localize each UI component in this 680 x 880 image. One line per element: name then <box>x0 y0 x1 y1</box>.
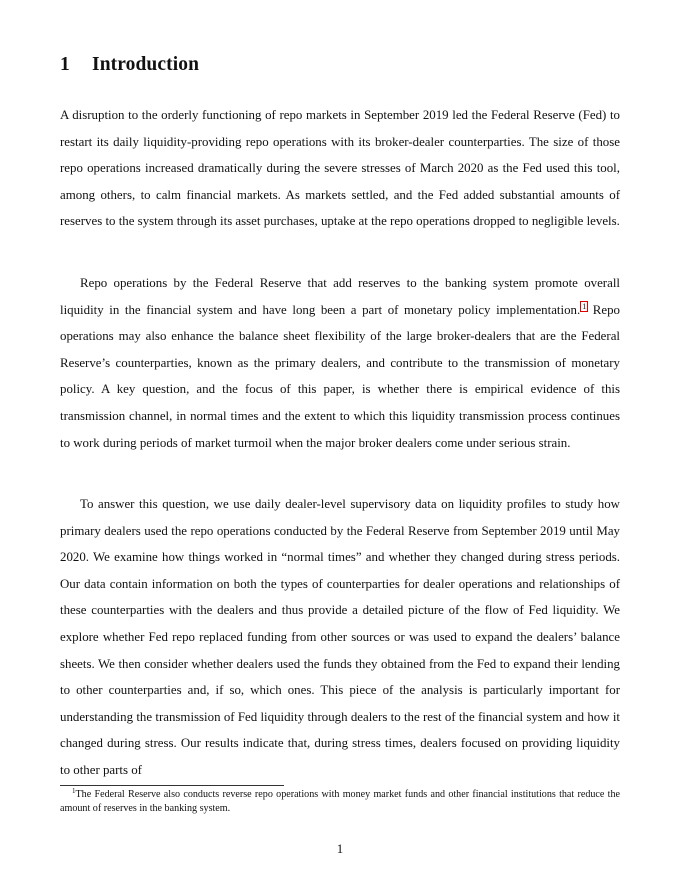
footnote-1-text: The Federal Reserve also conducts reverse repo operations with money market funds and other financial institutions that reduce the amount of reserves in the banking system. <box>60 789 620 814</box>
footnote-1-mark: 1 <box>72 787 76 795</box>
paragraph-2 <box>60 270 620 456</box>
section-title: Introduction <box>92 54 200 75</box>
footnote-1-link[interactable]: 1 <box>582 301 587 311</box>
paragraph-2-text-end: Repo operations may also enhance the balance sheet flexibility of the large broker-dealers that are the Federal Reserve’s counterparties, known as the primary dealers, and contribute to the transmission of monetary policy. A key question, and the focus of this paper, is whether there is empirical evidence of this transmission channel, in normal times and the extent to which this liquidity transmission process continues to work during periods of market turmoil when the major broker dealers come under serious strain. <box>60 302 620 450</box>
section-heading <box>60 54 199 76</box>
paragraph-1: A disruption to the orderly functioning of repo markets in September 2019 led the Federal Reserve (Fed) to restart its daily liquidity-providing repo operations with its broker-dealer counterparties. The size of those repo operations increased dramatically during the severe stresses of March 2020 as the Fed used this tool, among others, to calm financial markets. As markets settled, and the Fed added substantial amounts of reserves to the system through its asset purchases, uptake at the repo operations dropped to negligible levels. <box>60 108 620 229</box>
paragraph-2-text-start: Repo operations by the Federal Reserve that add reserves to the banking system promote overall liquidity in the financial system and have long been a part of monetary policy implementation. <box>60 276 620 317</box>
footnote-1 <box>60 788 620 815</box>
section-number: 1 <box>60 54 70 75</box>
page-number: 1 <box>336 842 344 856</box>
paragraph-3: To answer this question, we use daily dealer-level supervisory data on liquidity profiles to study how primary dealers used the repo operations conducted by the Federal Reserve from September 2019 until May 2020. We examine how things worked in “normal times” and whether they changed during stress periods. Our data contain information on both the types of counterparties for dealer operations and relationships of these counterparties with the dealers and thus provide a detailed picture of the flow of Fed liquidity. We explore whether Fed repo replaced funding from other sources or was used to expand the dealers’ balance sheets. We then consider whether dealers used the funds they obtained from the Fed to expand their lending to other counterparties and, if so, which ones. This piece of the analysis is particularly important for understanding the transmission of Fed liquidity through dealers to the rest of the financial system and how it changed during stress. Our results indicate that, during stress times, dealers focused on providing liquidity to other parts of <box>60 497 620 777</box>
footnote-divider <box>60 785 284 786</box>
